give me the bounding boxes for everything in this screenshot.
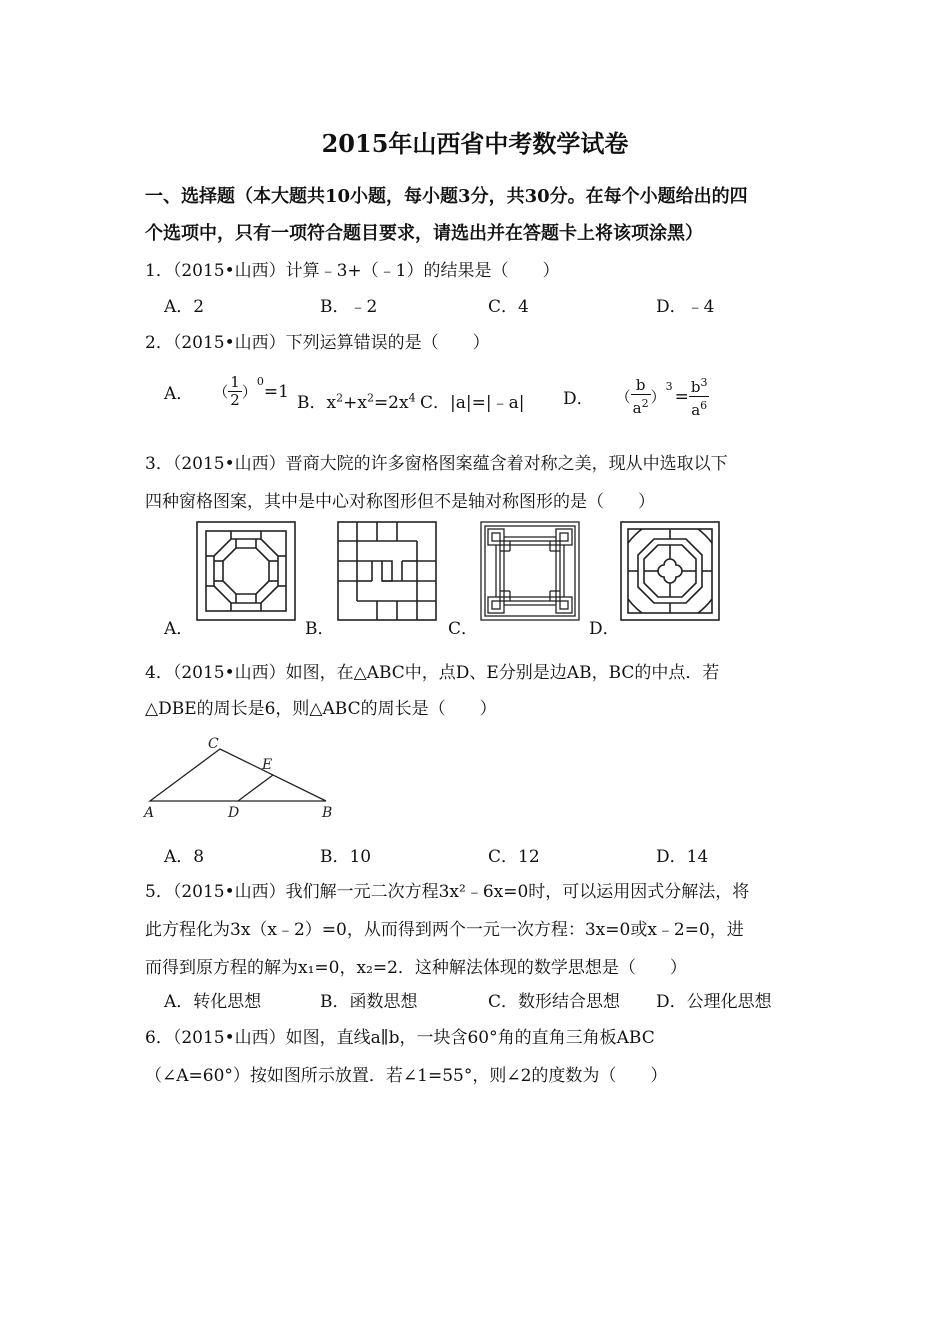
q2-a-open: （ bbox=[213, 383, 229, 401]
q3-figure-d bbox=[620, 521, 720, 621]
q2-d-num: b bbox=[631, 377, 651, 395]
q2-d-open: （ bbox=[615, 388, 631, 406]
q2-d-rden-exp: 6 bbox=[700, 399, 708, 412]
q2-d-rden: a bbox=[691, 401, 701, 419]
q6-line1: 6．（2015•山西）如图，直线a∥b，一块含60°角的直角三角板ABC bbox=[145, 1028, 655, 1048]
q2-a-close: ） bbox=[241, 383, 257, 401]
q2-d-den-exp: 2 bbox=[641, 396, 649, 410]
q5-option-c[interactable]: C．数形结合思想 bbox=[488, 992, 621, 1012]
q5-option-a[interactable]: A．转化思想 bbox=[164, 992, 262, 1012]
q2-d-eq: = bbox=[674, 386, 689, 407]
q1-option-a[interactable]: A．2 bbox=[164, 297, 205, 317]
q2-b-exp1: 2 bbox=[336, 391, 344, 405]
q4-triangle-figure bbox=[140, 734, 340, 820]
q3-option-a[interactable]: A． bbox=[164, 619, 194, 639]
q5-option-b[interactable]: B．函数思想 bbox=[320, 992, 418, 1012]
q3-line2: 四种窗格图案，其中是中心对称图形但不是轴对称图形的是（ ） bbox=[145, 492, 655, 512]
label-a: A bbox=[144, 805, 155, 820]
q5-line2: 此方程化为3x（x﹣2）=0，从而得到两个一元一次方程：3x=0或x﹣2=0，进 bbox=[145, 920, 744, 940]
section-heading-line2: 个选项中，只有一项符合题目要求，请选出并在答题卡上将该项涂黑） bbox=[145, 223, 703, 244]
q2-d-result-fraction bbox=[689, 374, 710, 419]
q2-d-label: D． bbox=[563, 389, 594, 409]
q2-b-exp2: 2 bbox=[366, 391, 374, 405]
q3-figure-c bbox=[480, 521, 580, 621]
page-title: 2015年山西省中考数学试卷 bbox=[321, 129, 629, 158]
q3-figure-b bbox=[337, 521, 437, 621]
q4-option-c[interactable]: C．12 bbox=[488, 847, 540, 867]
q1-option-d[interactable]: D．﹣4 bbox=[656, 297, 715, 317]
q3-option-c[interactable]: C． bbox=[448, 619, 479, 639]
q2-a-exp: 0 bbox=[256, 375, 264, 388]
q3-option-b[interactable]: B． bbox=[305, 619, 335, 639]
label-c: C bbox=[208, 736, 219, 752]
q1-option-b[interactable]: B．﹣2 bbox=[320, 297, 378, 317]
q2-option-d[interactable] bbox=[563, 374, 709, 419]
q2-a-tail: =1 bbox=[263, 381, 289, 402]
q1-option-c[interactable]: C．4 bbox=[488, 297, 529, 317]
q2-a-fraction bbox=[228, 374, 242, 409]
q2-d-rden-wrap bbox=[689, 397, 710, 419]
q2-d-fraction bbox=[631, 377, 651, 417]
q6-line2: （∠A=60°）按如图所示放置．若∠1=55°，则∠2的度数为（ ） bbox=[145, 1066, 668, 1086]
q2-d-den-wrap bbox=[631, 395, 651, 417]
q2-option-c[interactable]: C．|a|=|﹣a| bbox=[420, 393, 525, 413]
q3-line1: 3．（2015•山西）晋商大院的许多窗格图案蕴含着对称之美，现从中选取以下 bbox=[145, 454, 728, 474]
label-d: D bbox=[228, 805, 240, 820]
q4-option-b[interactable]: B．10 bbox=[320, 847, 372, 867]
q4-option-d[interactable]: D．14 bbox=[656, 847, 709, 867]
q5-option-d[interactable]: D．公理化思想 bbox=[656, 992, 772, 1012]
section-heading-line1: 一、选择题（本大题共10小题，每小题3分，共30分。在每个小题给出的四 bbox=[145, 186, 748, 207]
q4-line1: 4．（2015•山西）如图，在△ABC中，点D、E分别是边AB，BC的中点．若 bbox=[145, 663, 720, 683]
q2-option-b[interactable] bbox=[297, 388, 416, 413]
q2-d-exp: 3 bbox=[665, 380, 673, 393]
q2-d-den: a bbox=[632, 398, 642, 417]
q2-d-rnum-exp: 3 bbox=[700, 376, 708, 389]
q2-d-close: ） bbox=[650, 388, 666, 406]
q2-b-mid2: =2x bbox=[373, 393, 409, 413]
q5-line3: 而得到原方程的解为x₁=0，x₂=2．这种解法体现的数学思想是（ ） bbox=[145, 958, 687, 978]
q2-a-den: 2 bbox=[230, 391, 240, 409]
q3-figure-a bbox=[196, 521, 296, 621]
label-e: E bbox=[262, 757, 273, 773]
q2-b-exp3: 4 bbox=[408, 391, 416, 405]
q2-b-base: B．x bbox=[297, 393, 337, 413]
triangle-abc bbox=[150, 749, 326, 801]
q2-a-num: 1 bbox=[230, 373, 240, 391]
q2-d-rnum-wrap bbox=[689, 374, 710, 397]
q2-a-label: A． bbox=[164, 384, 194, 404]
q2-option-a[interactable] bbox=[164, 374, 289, 409]
q2-d-rnum: b bbox=[690, 378, 701, 396]
q4-option-a[interactable]: A．8 bbox=[164, 847, 205, 867]
q2-b-mid: +x bbox=[343, 393, 367, 413]
label-b: B bbox=[322, 805, 333, 820]
q1-stem: 1．（2015•山西）计算﹣3+（﹣1）的结果是（ ） bbox=[145, 261, 560, 281]
q5-line1: 5．（2015•山西）我们解一元二次方程3x²﹣6x=0时，可以运用因式分解法，将 bbox=[145, 882, 750, 902]
q3-option-d[interactable]: D． bbox=[589, 619, 620, 639]
q4-line2: △DBE的周长是6，则△ABC的周长是（ ） bbox=[145, 699, 497, 719]
q2-stem: 2．（2015•山西）下列运算错误的是（ ） bbox=[145, 333, 490, 353]
segment-de bbox=[238, 775, 273, 801]
